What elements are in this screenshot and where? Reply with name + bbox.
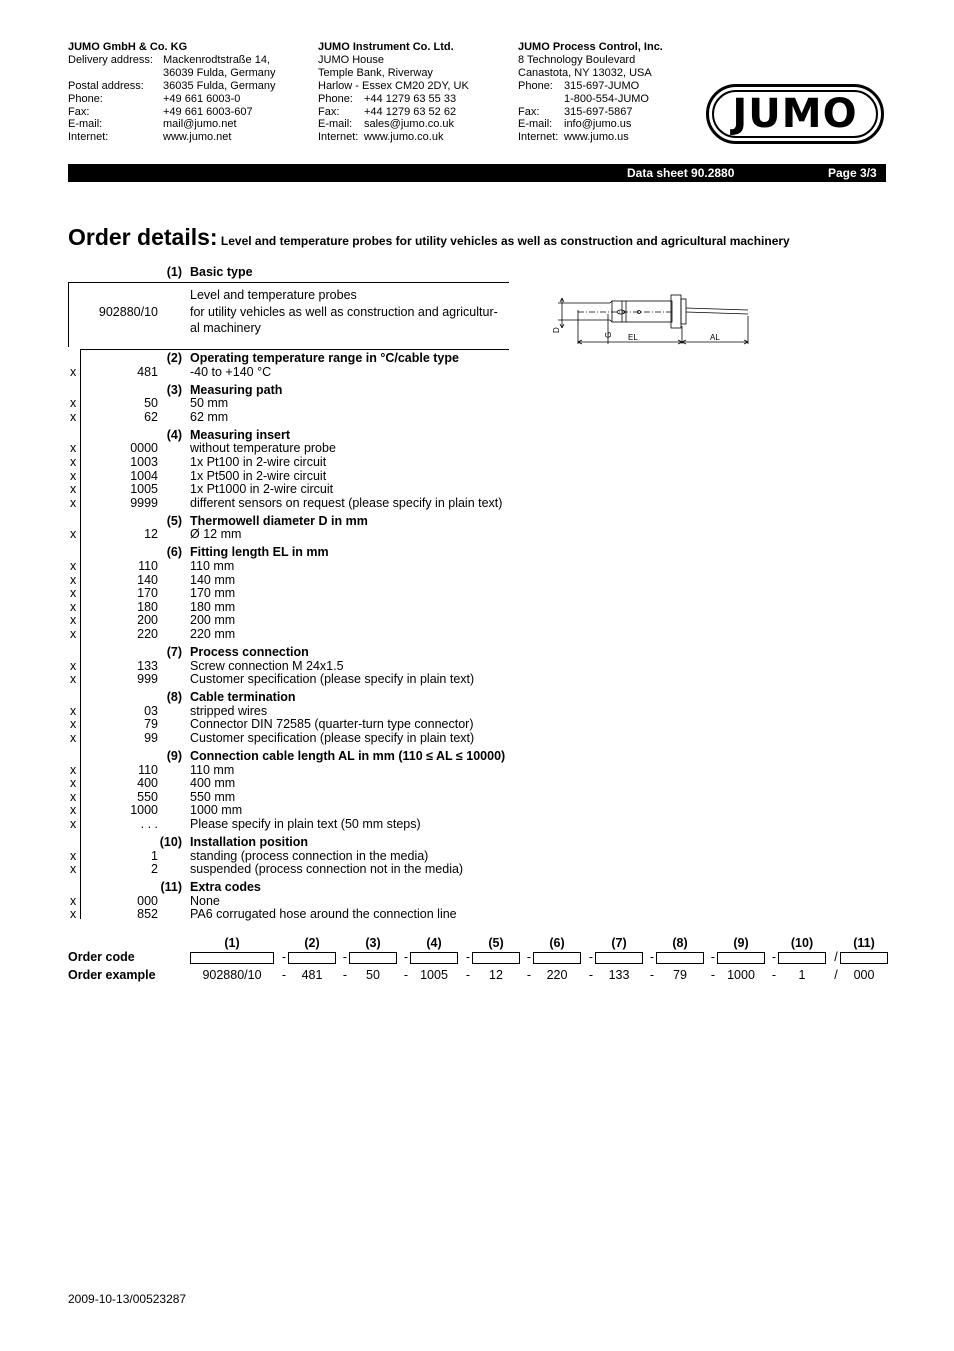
section-number: (6) — [166, 545, 182, 560]
option-label: Customer specification (please specify in plain text) — [190, 672, 475, 687]
option-code: 12 — [144, 527, 158, 542]
address-value: Temple Bank, Riverway — [318, 66, 433, 79]
option-label: 220 mm — [190, 627, 236, 641]
option-code: 1005 — [130, 482, 158, 497]
option-code: . . . — [140, 817, 158, 831]
address-value: +44 1279 63 55 33 — [364, 92, 457, 105]
address-key: Fax: — [518, 105, 540, 118]
section-number: (3) — [166, 382, 182, 397]
address-value: Mackenrodtstraße 14, — [163, 53, 270, 66]
basic-type-code: 902880/10 — [98, 305, 158, 319]
order-column-number: (2) — [304, 936, 320, 950]
order-example-value: 220 — [546, 968, 568, 982]
address-value: +49 661 6003-607 — [163, 105, 253, 118]
address-row — [68, 67, 276, 80]
option-checkbox-mark: x — [70, 468, 77, 483]
option-label: 1x Pt1000 in 2-wire circuit — [190, 482, 334, 497]
diagram-label-el: EL — [628, 333, 638, 342]
order-separator: / — [834, 950, 838, 964]
address-row — [518, 131, 663, 144]
basic-type-top-rule — [68, 282, 509, 283]
option-checkbox-mark: x — [70, 396, 77, 411]
option-code: 1004 — [130, 468, 158, 483]
option-label: 50 mm — [190, 396, 229, 411]
basic-type-number: (1) — [166, 265, 182, 279]
probe-diagram — [550, 286, 755, 348]
basic-type-left-rule — [68, 282, 69, 347]
option-label: Ø 12 mm — [190, 527, 242, 542]
address-value: JUMO House — [318, 53, 385, 66]
option-checkbox-mark: x — [70, 862, 77, 877]
option-code: 99 — [144, 731, 158, 745]
address-row — [68, 80, 276, 93]
order-separator: - — [281, 968, 287, 982]
section-heading: Thermowell diameter D in mm — [190, 513, 368, 528]
logo-text: JUMO — [732, 91, 858, 137]
order-code-box[interactable] — [595, 952, 643, 964]
option-code: 50 — [144, 396, 158, 411]
option-checkbox-mark: x — [70, 893, 77, 908]
address-row — [318, 80, 469, 93]
order-separator: - — [588, 968, 594, 982]
option-label: 110 mm — [190, 559, 235, 573]
diagram-label-al: AL — [710, 333, 720, 342]
address-jumo-uk — [318, 41, 469, 144]
option-checkbox-mark: x — [70, 848, 77, 863]
order-column-number: (11) — [853, 936, 875, 950]
option-code: 550 — [137, 789, 158, 804]
address-key: Phone: — [518, 79, 553, 92]
option-checkbox-mark: x — [70, 672, 77, 687]
option-label: 140 mm — [190, 572, 236, 587]
option-checkbox-mark: x — [70, 409, 77, 424]
option-code: 220 — [137, 627, 158, 641]
option-label: 1x Pt100 in 2-wire circuit — [190, 455, 327, 469]
option-label: -40 to +140 °C — [190, 364, 272, 379]
address-key: E-mail: — [318, 118, 353, 131]
option-code: 79 — [144, 717, 158, 732]
address-value: 315-697-JUMO — [564, 79, 640, 92]
page-title — [68, 224, 790, 251]
title-main: Order details: — [68, 224, 218, 250]
address-row — [518, 67, 663, 80]
section-heading: Extra codes — [190, 880, 261, 895]
order-separator: - — [403, 950, 409, 964]
option-code: 140 — [137, 572, 158, 587]
order-code-box[interactable] — [410, 952, 458, 964]
document-footer: 2009-10-13/00523287 — [68, 1292, 187, 1306]
title-sub: Level and temperature probes for utility vehicles as well as construction and agricultural machinery — [220, 234, 790, 248]
address-key: Internet: — [318, 131, 359, 144]
order-example-value: 481 — [301, 968, 323, 982]
order-code-box[interactable] — [717, 952, 765, 964]
order-example-value: 1000 — [727, 968, 755, 982]
address-key: Postal address: — [68, 79, 144, 92]
header-bar — [68, 164, 886, 182]
address-row — [68, 106, 276, 119]
option-label: standing (process connection in the media) — [190, 848, 429, 863]
address-value: info@jumo.us — [564, 118, 632, 131]
section-number: (10) — [159, 835, 182, 849]
option-checkbox-mark: x — [70, 586, 77, 601]
option-checkbox-mark: x — [70, 572, 77, 587]
option-checkbox-mark: x — [70, 762, 77, 777]
option-checkbox-mark: x — [70, 559, 77, 573]
address-value: 36039 Fulda, Germany — [163, 66, 276, 79]
option-label: stripped wires — [190, 703, 268, 718]
address-row — [518, 118, 663, 131]
basic-type-line-2: for utility vehicles as well as construction and agricultur- — [190, 305, 498, 319]
section-number: (2) — [166, 351, 182, 365]
address-row — [318, 54, 469, 67]
company-name: JUMO Instrument Co. Ltd. — [318, 41, 454, 53]
order-separator: - — [649, 950, 655, 964]
order-column-number: (4) — [426, 936, 442, 950]
option-checkbox-mark: x — [70, 717, 77, 732]
option-code: 0000 — [130, 441, 158, 456]
order-code-box[interactable] — [472, 952, 520, 964]
order-separator: - — [526, 968, 532, 982]
order-example-value: 79 — [673, 968, 687, 982]
option-label: 550 mm — [190, 789, 236, 804]
option-code: 000 — [137, 893, 158, 908]
address-row — [518, 106, 663, 119]
option-code: 481 — [137, 364, 158, 379]
address-row — [518, 54, 663, 67]
section-heading: Connection cable length AL in mm (110 ≤ AL ≤ 10000) — [190, 749, 506, 763]
option-label: 110 mm — [190, 762, 235, 777]
order-example-value: 12 — [489, 968, 503, 982]
address-key: Phone: — [68, 92, 103, 105]
address-row — [518, 93, 663, 106]
order-example-value: 133 — [608, 968, 630, 982]
address-value: Canastota, NY 13032, USA — [518, 66, 652, 79]
order-code-box[interactable] — [349, 952, 397, 964]
section-heading: Process connection — [190, 645, 309, 659]
section-number: (7) — [166, 645, 182, 659]
order-example-value: 1005 — [420, 968, 448, 982]
order-separator: - — [465, 968, 471, 982]
option-checkbox-mark: x — [70, 527, 77, 542]
options-left-rule — [80, 349, 81, 919]
option-label: None — [190, 893, 220, 908]
order-column-number: (8) — [672, 936, 688, 950]
basic-type-line-1: Level and temperature probes — [190, 288, 357, 302]
option-code: 1 — [151, 848, 158, 863]
section-number: (9) — [166, 749, 182, 763]
option-label: suspended (process connection not in the media) — [190, 862, 464, 877]
company-name: JUMO Process Control, Inc. — [518, 41, 663, 53]
order-code-label: Order code — [68, 950, 135, 964]
basic-type-line-3: al machinery — [190, 321, 261, 335]
order-separator: - — [710, 950, 716, 964]
address-key: Internet: — [518, 131, 559, 144]
option-label: Connector DIN 72585 (quarter-turn type connector) — [190, 717, 474, 732]
option-code: 03 — [144, 703, 158, 718]
address-key: Phone: — [318, 92, 353, 105]
order-separator: - — [342, 950, 348, 964]
address-row — [68, 93, 276, 106]
order-example-value: 902880/10 — [202, 968, 262, 982]
option-label: Customer specification (please specify in plain text) — [190, 731, 475, 745]
address-value: www.jumo.net — [163, 131, 232, 144]
option-checkbox-mark: x — [70, 495, 77, 510]
address-key — [68, 67, 163, 80]
options-top-rule — [80, 349, 509, 350]
option-label: Screw connection M 24x1.5 — [190, 658, 344, 673]
section-heading: Cable termination — [190, 690, 296, 705]
option-checkbox-mark: x — [70, 703, 77, 718]
order-code-box[interactable] — [288, 952, 336, 964]
order-column-number: (5) — [488, 936, 504, 950]
address-value: mail@jumo.net — [163, 118, 237, 131]
section-heading: Measuring insert — [190, 427, 291, 442]
option-code: 1000 — [130, 803, 158, 818]
option-label: Please specify in plain text (50 mm steps) — [190, 817, 421, 831]
option-checkbox-mark: x — [70, 658, 77, 673]
order-example-label: Order example — [68, 968, 156, 982]
order-separator: - — [281, 950, 287, 964]
order-separator: - — [771, 968, 777, 982]
option-checkbox-mark: x — [70, 731, 77, 745]
section-heading: Measuring path — [190, 382, 283, 397]
address-key: Internet: — [68, 131, 109, 144]
order-separator: / — [834, 968, 838, 982]
order-column-number: (7) — [611, 936, 627, 950]
address-row — [318, 93, 469, 106]
option-label: without temperature probe — [190, 441, 336, 456]
option-checkbox-mark: x — [70, 627, 77, 641]
address-row — [68, 54, 276, 67]
option-checkbox-mark: x — [70, 599, 77, 614]
datasheet-number: Data sheet 90.2880 — [627, 166, 735, 180]
order-separator: - — [526, 950, 532, 964]
order-column-number: (3) — [365, 936, 381, 950]
address-row — [318, 131, 469, 144]
order-code-box[interactable] — [533, 952, 581, 964]
basic-type-heading: Basic type — [190, 265, 253, 279]
diagram-label-g: G — [604, 331, 613, 338]
address-value: +44 1279 63 52 62 — [364, 105, 457, 118]
address-value: 1-800-554-JUMO — [564, 92, 649, 105]
order-column-number: (1) — [224, 936, 240, 950]
address-value: 315-697-5867 — [564, 105, 633, 118]
order-column-number: (9) — [733, 936, 749, 950]
option-code: 1003 — [130, 455, 158, 469]
option-code: 999 — [137, 672, 158, 687]
order-separator: - — [588, 950, 594, 964]
option-label: PA6 corrugated hose around the connection line — [190, 907, 457, 922]
section-heading: Fitting length EL in mm — [190, 545, 329, 560]
address-key: E-mail: — [68, 118, 103, 131]
address-row — [68, 118, 276, 131]
order-code-box[interactable] — [840, 952, 888, 964]
option-code: 110 — [138, 559, 158, 573]
option-code: 2 — [151, 862, 158, 877]
address-value: sales@jumo.co.uk — [364, 118, 455, 131]
order-separator: - — [710, 968, 716, 982]
address-key: E-mail: — [518, 118, 553, 131]
address-row — [318, 106, 469, 119]
order-code-box[interactable] — [778, 952, 826, 964]
address-jumo-usa — [518, 41, 663, 144]
address-jumo-germany — [68, 41, 276, 144]
section-number: (11) — [160, 880, 182, 895]
option-code: 62 — [144, 409, 158, 424]
option-checkbox-mark: x — [70, 482, 77, 497]
option-label: 62 mm — [190, 409, 229, 424]
option-label: 180 mm — [190, 599, 236, 614]
option-code: 110 — [138, 762, 158, 777]
option-label: 200 mm — [190, 613, 236, 628]
order-separator: - — [342, 968, 348, 982]
jumo-logo — [706, 84, 884, 144]
option-code: 180 — [137, 599, 158, 614]
option-label: 1x Pt500 in 2-wire circuit — [190, 468, 327, 483]
option-label: different sensors on request (please specify in plain text) — [190, 495, 503, 510]
address-key: Fax: — [68, 105, 90, 118]
address-value: www.jumo.co.uk — [364, 131, 444, 144]
section-heading: Operating temperature range in °C/cable type — [190, 351, 459, 365]
option-code: 400 — [137, 776, 158, 791]
order-column-number: (6) — [549, 936, 565, 950]
address-value: 36035 Fulda, Germany — [163, 79, 276, 92]
option-label: 400 mm — [190, 776, 236, 791]
option-code: 133 — [137, 658, 158, 673]
option-checkbox-mark: x — [70, 789, 77, 804]
order-separator: - — [771, 950, 777, 964]
order-separator: - — [403, 968, 409, 982]
page-number: Page 3/3 — [828, 166, 877, 180]
section-number: (5) — [166, 513, 182, 528]
option-code: 170 — [137, 586, 158, 601]
option-checkbox-mark: x — [70, 803, 77, 818]
order-code-box[interactable] — [190, 952, 274, 964]
option-code: 9999 — [130, 495, 158, 510]
address-value: 8 Technology Boulevard — [518, 53, 636, 66]
company-name: JUMO GmbH & Co. KG — [68, 41, 188, 53]
option-checkbox-mark: x — [70, 776, 77, 791]
order-code-box[interactable] — [656, 952, 704, 964]
option-checkbox-mark: x — [70, 441, 77, 456]
order-separator: - — [649, 968, 655, 982]
option-label: 170 mm — [190, 586, 236, 601]
option-code: 852 — [137, 907, 158, 922]
section-heading: Installation position — [190, 835, 309, 849]
order-column-number: (10) — [790, 936, 814, 950]
option-checkbox-mark: x — [70, 613, 77, 628]
order-example-value: 000 — [853, 968, 875, 982]
address-value: www.jumo.us — [564, 131, 629, 144]
address-value: +49 661 6003-0 — [163, 92, 241, 105]
address-row — [518, 80, 663, 93]
address-key: Delivery address: — [68, 53, 153, 66]
option-checkbox-mark: x — [70, 817, 77, 831]
order-separator: - — [465, 950, 471, 964]
option-label: 1000 mm — [190, 803, 243, 818]
option-checkbox-mark: x — [70, 907, 77, 922]
address-value: Harlow - Essex CM20 2DY, UK — [318, 79, 469, 92]
option-code: 200 — [137, 613, 158, 628]
address-row — [318, 118, 469, 131]
order-example-value: 50 — [366, 968, 380, 982]
address-row — [68, 131, 276, 144]
option-checkbox-mark: x — [70, 455, 77, 469]
address-key: Fax: — [318, 105, 340, 118]
address-key — [518, 93, 564, 106]
diagram-label-d: D — [552, 327, 561, 333]
section-number: (4) — [166, 427, 182, 442]
address-row — [318, 67, 469, 80]
section-number: (8) — [166, 690, 182, 705]
order-example-value: 1 — [798, 968, 806, 982]
option-checkbox-mark: x — [70, 364, 77, 379]
